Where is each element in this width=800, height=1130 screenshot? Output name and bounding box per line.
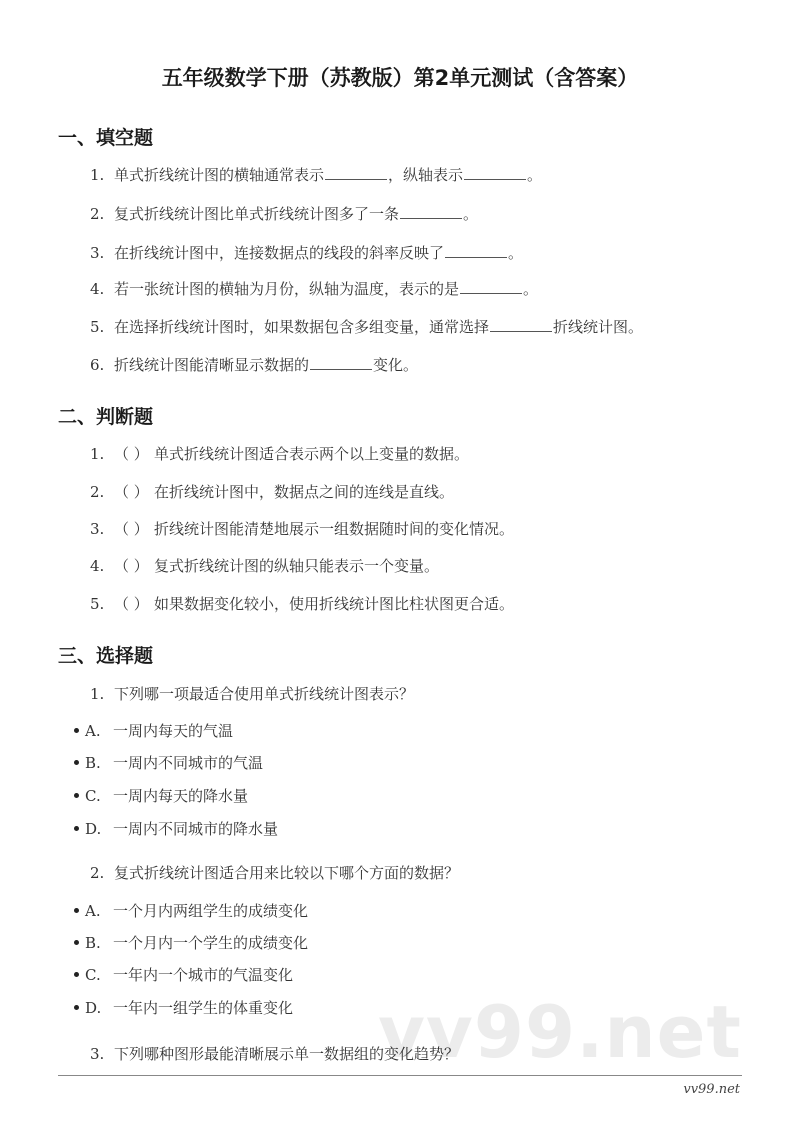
answer-parentheses[interactable]: （ ） (114, 557, 149, 575)
option-text: 一年内一组学生的体重变化 (113, 999, 294, 1017)
question-text: 折线统计图能清晰显示数据的 (114, 356, 310, 374)
question-text: 变化。 (373, 356, 419, 374)
choice-question-3 (90, 1043, 459, 1064)
option-text: 一个月内一个学生的成绩变化 (113, 934, 309, 952)
question-text: 在折线统计图中，连接数据点的线段的斜率反映了 (114, 244, 445, 262)
option-label: B. (85, 934, 101, 952)
question-number: 5. (90, 595, 105, 613)
question-number: 2. (90, 205, 105, 223)
choice-option[interactable] (74, 720, 233, 741)
choice-option[interactable] (74, 997, 293, 1018)
option-text: 一周内每天的气温 (113, 722, 234, 740)
question-text: 在选择折线统计图时，如果数据包含多组变量，通常选择 (114, 318, 490, 336)
fill-question-5 (90, 316, 643, 337)
footer-divider (58, 1075, 742, 1076)
watermark: vv99.net (378, 990, 742, 1074)
question-number: 2. (90, 483, 105, 501)
question-number: 2. (90, 864, 105, 882)
choice-option[interactable] (74, 932, 308, 953)
question-number: 4. (90, 557, 105, 575)
option-label: C. (85, 787, 101, 805)
question-text: 。 (463, 205, 479, 223)
question-number: 3. (90, 1045, 105, 1063)
answer-blank[interactable] (445, 243, 507, 258)
section-heading-fill-blank: 一、填空题 (58, 127, 154, 149)
option-text: 一周内不同城市的气温 (113, 754, 264, 772)
option-text: 一周内每天的降水量 (113, 787, 249, 805)
question-number: 4. (90, 280, 105, 298)
question-text: 下列哪种图形最能清晰展示单一数据组的变化趋势？ (114, 1045, 460, 1063)
question-text: 折线统计图。 (553, 318, 644, 336)
judge-question-2 (90, 481, 454, 502)
question-text: 在折线统计图中，数据点之间的连线是直线。 (154, 483, 455, 501)
question-text: 单式折线统计图的横轴通常表示 (114, 166, 325, 184)
fill-question-3 (90, 242, 523, 263)
choice-option[interactable] (74, 900, 308, 921)
choice-option[interactable] (74, 752, 263, 773)
question-number: 1. (90, 445, 105, 463)
question-text: 若一张统计图的横轴为月份，纵轴为温度，表示的是 (114, 280, 460, 298)
question-number: 6. (90, 356, 105, 374)
question-text: 如果数据变化较小，使用折线统计图比柱状图更合适。 (154, 595, 515, 613)
answer-parentheses[interactable]: （ ） (114, 595, 149, 613)
answer-blank[interactable] (464, 165, 526, 180)
answer-blank[interactable] (490, 317, 552, 332)
question-text: 单式折线统计图适合表示两个以上变量的数据。 (154, 445, 470, 463)
judge-question-3 (90, 518, 514, 539)
question-text: 复式折线统计图的纵轴只能表示一个变量。 (154, 557, 440, 575)
answer-blank[interactable] (310, 355, 372, 370)
option-label: D. (85, 999, 102, 1017)
bullet-icon (74, 760, 79, 765)
answer-blank[interactable] (400, 204, 462, 219)
question-text: 。 (523, 280, 539, 298)
answer-blank[interactable] (325, 165, 387, 180)
bullet-icon (74, 972, 79, 977)
judge-question-1 (90, 443, 469, 464)
option-text: 一个月内两组学生的成绩变化 (113, 902, 309, 920)
question-number: 3. (90, 520, 105, 538)
answer-parentheses[interactable]: （ ） (114, 445, 149, 463)
option-text: 一年内一个城市的气温变化 (113, 966, 294, 984)
question-number: 1. (90, 166, 105, 184)
bullet-icon (74, 826, 79, 831)
bullet-icon (74, 1005, 79, 1010)
option-label: A. (85, 902, 101, 920)
option-label: A. (85, 722, 101, 740)
question-number: 5. (90, 318, 105, 336)
choice-option[interactable] (74, 964, 293, 985)
option-text: 一周内不同城市的降水量 (113, 820, 279, 838)
fill-question-6 (90, 354, 418, 375)
choice-question-2 (90, 862, 459, 883)
bullet-icon (74, 728, 79, 733)
fill-question-2 (90, 203, 478, 224)
answer-blank[interactable] (460, 279, 522, 294)
judge-question-4 (90, 555, 439, 576)
question-text: 折线统计图能清楚地展示一组数据随时间的变化情况。 (154, 520, 515, 538)
answer-parentheses[interactable]: （ ） (114, 483, 149, 501)
question-text: 复式折线统计图比单式折线统计图多了一条 (114, 205, 400, 223)
answer-parentheses[interactable]: （ ） (114, 520, 149, 538)
bullet-icon (74, 793, 79, 798)
section-heading-multiple-choice: 三、选择题 (58, 645, 154, 667)
choice-option[interactable] (74, 818, 278, 839)
choice-question-1 (90, 683, 414, 704)
section-heading-true-false: 二、判断题 (58, 406, 154, 428)
footer-site: vv99.net (683, 1082, 740, 1097)
page-title: 五年级数学下册（苏教版）第2单元测试（含答案） (161, 66, 639, 90)
question-text: 复式折线统计图适合用来比较以下哪个方面的数据？ (114, 864, 460, 882)
option-label: D. (85, 820, 102, 838)
question-text: 。 (508, 244, 524, 262)
question-text: 下列哪一项最适合使用单式折线统计图表示？ (114, 685, 415, 703)
bullet-icon (74, 908, 79, 913)
fill-question-4 (90, 278, 538, 299)
choice-option[interactable] (74, 785, 248, 806)
judge-question-5 (90, 593, 514, 614)
question-text: 。 (527, 166, 543, 184)
option-label: B. (85, 754, 101, 772)
bullet-icon (74, 940, 79, 945)
question-text: ，纵轴表示 (388, 166, 464, 184)
question-number: 3. (90, 244, 105, 262)
fill-question-1 (90, 164, 542, 185)
option-label: C. (85, 966, 101, 984)
question-number: 1. (90, 685, 105, 703)
